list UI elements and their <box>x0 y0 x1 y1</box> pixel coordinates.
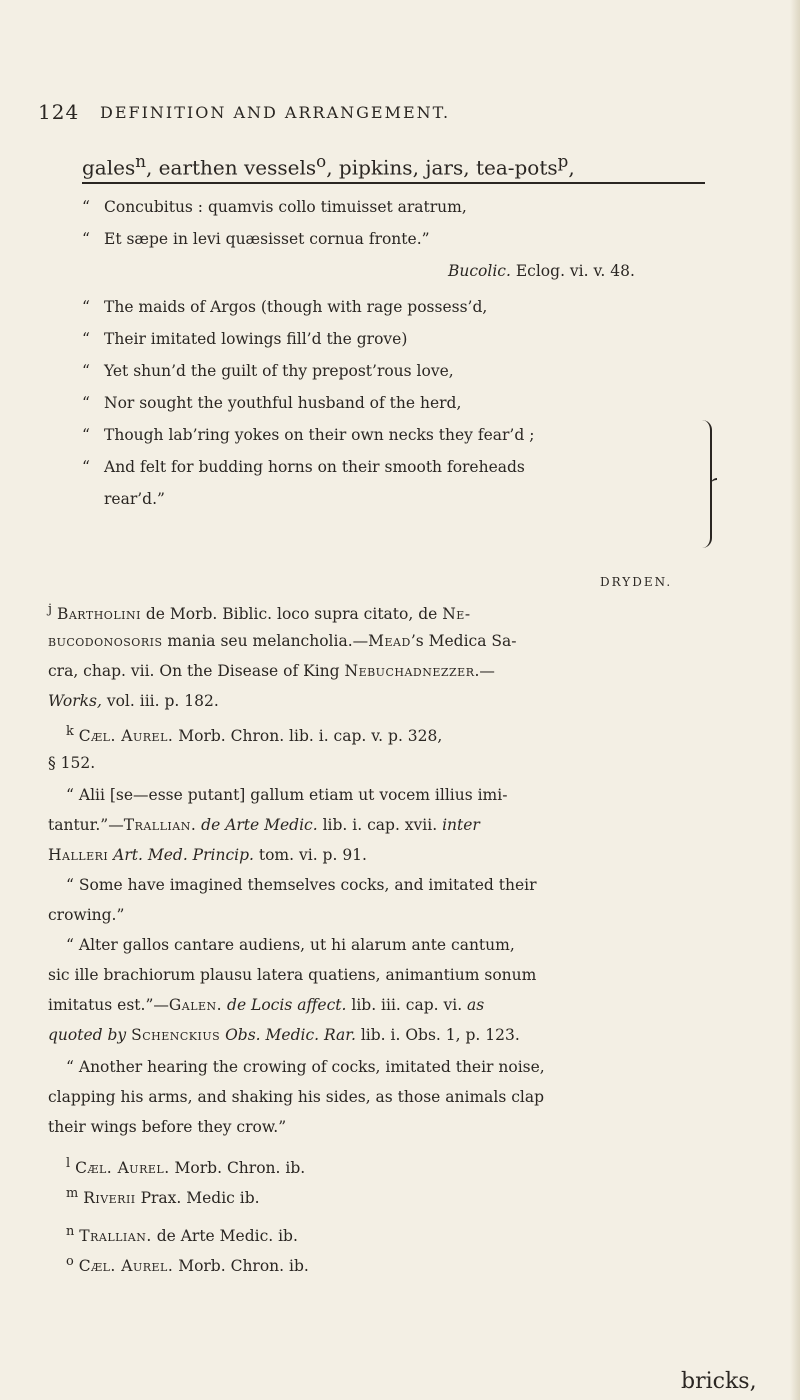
footnote-rule <box>82 182 705 184</box>
open-quote: “ <box>66 936 74 954</box>
latin-quote-line <box>82 230 430 248</box>
latin-quote-line <box>82 198 467 216</box>
author-name: Trallian. <box>123 816 197 834</box>
author-name: Trallian. <box>79 1227 152 1246</box>
open-quote: “ <box>82 394 90 412</box>
footnote-k-line <box>48 1118 286 1136</box>
lead-text-d: , <box>568 155 575 180</box>
verse-brace <box>700 420 712 548</box>
footnote-k <box>66 724 442 745</box>
footnote-j <box>48 602 471 623</box>
note-text: de Arte Medic. ib. <box>151 1227 298 1246</box>
verse-line <box>104 490 165 508</box>
note-text: sic ille brachiorum plausu latera quatiens, animantium sonum <box>48 966 537 984</box>
note-text: lib. i. Obs. 1, p. 123. <box>355 1026 520 1044</box>
open-quote: “ <box>82 426 90 444</box>
footnote-k-line <box>48 816 480 834</box>
note-text: Some have imagined themselves cocks, and imitated their <box>78 876 537 894</box>
citation-title: Bucolic. <box>448 262 511 280</box>
note-text: cra, chap. vii. On the Disease of King <box>48 662 345 680</box>
lead-text-line <box>82 152 732 180</box>
footnote-mark: k <box>66 724 74 739</box>
author-name: Halleri <box>48 846 109 864</box>
citation-detail: Eclog. vi. v. 48. <box>515 262 635 280</box>
catchword: bricks, <box>681 1369 757 1394</box>
author-name: Cæl. Aurel. <box>78 727 174 746</box>
author-name: Cæl. Aurel. <box>75 1159 170 1178</box>
verse-line <box>82 298 487 316</box>
open-quote: “ <box>82 458 90 476</box>
verse-text: Their imitated lowings fill’d the grove) <box>104 330 408 348</box>
note-text: inter <box>442 816 480 834</box>
author-name: Bartholini <box>56 605 141 624</box>
footnote-ref-n: n <box>135 152 146 171</box>
footnote-o <box>66 1254 309 1275</box>
note-text: ’s Medica Sa- <box>410 632 517 650</box>
quote-text: Concubitus : quamvis collo timuisset aratrum, <box>104 198 467 216</box>
work-title: de Locis affect. <box>222 996 347 1014</box>
verse-text: Yet shun’d the guilt of thy prepost’rous love, <box>104 362 454 380</box>
open-quote: “ <box>82 230 90 248</box>
footnote-k-line <box>48 966 536 984</box>
verse-text: And felt for budding horns on their smooth foreheads <box>104 458 525 476</box>
footnote-j-line <box>48 662 495 680</box>
note-text: mania seu melancholia.— <box>162 632 369 650</box>
author-name: Schenckius <box>131 1026 221 1044</box>
open-quote: “ <box>82 330 90 348</box>
note-text: lib. iii. cap. vi. <box>346 996 468 1014</box>
latin-quote-citation <box>448 262 635 280</box>
open-quote: “ <box>66 876 74 894</box>
note-text: imitatus est.”— <box>48 996 169 1014</box>
verse-line <box>82 362 454 380</box>
open-quote: “ <box>82 298 90 316</box>
note-text: Morb. Chron. lib. i. cap. v. p. 328, <box>173 727 443 746</box>
author-name: Riverii <box>83 1189 136 1208</box>
verse-line <box>82 458 525 476</box>
verse-line <box>82 426 534 444</box>
proper-name: Ne- <box>442 605 471 624</box>
note-text: .— <box>474 662 495 680</box>
open-quote: “ <box>66 1058 74 1076</box>
note-text: crowing.” <box>48 906 125 924</box>
work-title: Obs. Medic. Rar. <box>220 1026 356 1044</box>
verse-text: Though lab’ring yokes on their own necks they fear’d ; <box>104 426 535 444</box>
proper-name: Nebuchadnezzer <box>344 662 475 680</box>
footnote-k-line <box>48 754 95 772</box>
note-text: quoted by <box>48 1026 132 1044</box>
footnote-mark: m <box>66 1186 79 1201</box>
footnote-ref-o: o <box>316 152 327 171</box>
open-quote: “ <box>82 362 90 380</box>
author-name: Mead <box>368 632 411 650</box>
footnote-k-line <box>66 786 507 804</box>
footnote-k-line <box>66 936 515 954</box>
footnote-mark: o <box>66 1254 74 1269</box>
proper-name: bucodonosoris <box>48 632 163 650</box>
footnote-k-line <box>48 1026 520 1044</box>
open-quote: “ <box>66 786 74 804</box>
footnote-k-line <box>48 996 484 1014</box>
footnote-k-line <box>66 1058 545 1076</box>
footnote-m <box>66 1186 260 1207</box>
note-text: lib. i. cap. xvii. <box>317 816 443 834</box>
quote-author: DRYDEN. <box>600 575 673 589</box>
footnote-n <box>66 1224 298 1245</box>
footnote-mark: l <box>66 1156 71 1171</box>
footnote-j-line <box>48 692 219 710</box>
open-quote: “ <box>82 198 90 216</box>
note-text: clapping his arms, and shaking his sides, as those animals clap <box>48 1088 545 1106</box>
note-text: as <box>467 996 485 1014</box>
work-title: de Arte Medic. <box>196 816 318 834</box>
footnote-k-line <box>48 846 367 864</box>
lead-text-a: gales <box>82 155 136 180</box>
footnote-k-line <box>66 876 537 894</box>
note-text: vol. iii. p. 182. <box>101 692 219 710</box>
note-text: their wings before they crow.” <box>48 1118 287 1136</box>
work-title: Works, <box>48 692 102 710</box>
author-name: Cæl. Aurel. <box>78 1257 174 1276</box>
lead-text-c: , pipkins, jars, tea-pots <box>326 155 558 180</box>
note-text: Another hearing the crowing of cocks, imitated their noise, <box>78 1058 545 1076</box>
verse-text: The maids of Argos (though with rage possess’d, <box>104 298 488 316</box>
quote-text: Et sæpe in levi quæsisset cornua fronte.” <box>104 230 430 248</box>
note-text: Alii [se—esse putant] gallum etiam ut vocem illius imi- <box>78 786 508 804</box>
footnote-k-line <box>48 906 124 924</box>
lead-text-b: , earthen vessels <box>145 155 317 180</box>
verse-line <box>82 394 461 412</box>
page-number: 124 <box>38 100 80 124</box>
note-text: Prax. Medic ib. <box>135 1189 260 1208</box>
author-name: Galen. <box>168 996 223 1014</box>
footnote-ref-p: p <box>557 152 569 171</box>
footnote-k-line <box>48 1088 544 1106</box>
verse-text: Nor sought the youthful husband of the herd, <box>104 394 462 412</box>
note-text: Morb. Chron. ib. <box>173 1257 309 1276</box>
note-text: § 152. <box>48 754 96 772</box>
footnote-l <box>66 1156 305 1177</box>
note-text: tantur.”— <box>48 816 124 834</box>
footnote-mark: n <box>66 1224 75 1239</box>
footnote-mark: j <box>48 602 53 617</box>
note-text: Morb. Chron. ib. <box>169 1159 306 1178</box>
footnote-j-line <box>48 632 517 650</box>
note-text: de Morb. Biblic. loco supra citato, de <box>140 605 443 624</box>
page-edge-shadow <box>790 0 800 1400</box>
note-text: tom. vi. p. 91. <box>253 846 367 864</box>
note-text: Alter gallos cantare audiens, ut hi alarum ante cantum, <box>78 936 515 954</box>
running-head: DEFINITION AND ARRANGEMENT. <box>100 103 451 122</box>
verse-text: rear’d.” <box>104 490 165 508</box>
page-header <box>38 100 678 130</box>
work-title: Art. Med. Princip. <box>108 846 254 864</box>
verse-line <box>82 330 407 348</box>
